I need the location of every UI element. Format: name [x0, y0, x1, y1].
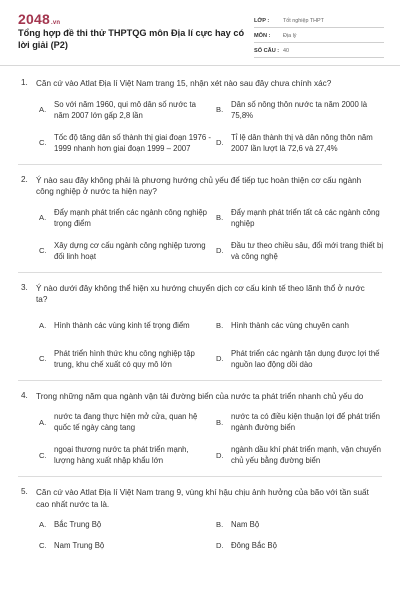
option-text: So với năm 1960, qui mô dân số nước ta năm 2007 lớn gấp 2,8 lần: [54, 99, 197, 120]
option-d[interactable]: [213, 239, 388, 263]
option-letter: C.: [39, 354, 47, 363]
option-a[interactable]: [36, 518, 211, 530]
option-d[interactable]: [213, 539, 388, 551]
option-a[interactable]: [36, 206, 211, 230]
option-text: Nam Bộ: [231, 519, 260, 529]
option-d[interactable]: [213, 131, 388, 155]
option-letter: B.: [216, 417, 224, 427]
question-number: 2.: [21, 174, 28, 184]
question-text: Căn cứ vào Atlat Địa lí Việt Nam trang 9, vùng khí hậu chịu ảnh hưởng của bão với tần suất cao nhất nước ta là.: [36, 488, 369, 509]
divider: [18, 476, 382, 477]
option-text: Bắc Trung Bộ: [54, 519, 102, 529]
option-text: nước ta có điều kiện thuận lợi để phát triển ngành đường biển: [231, 412, 380, 432]
option-b[interactable]: [213, 206, 388, 230]
question-text: Ý nào sau đây không phải là phương hướng chủ yếu để tiếp tục hoàn thiện cơ cấu ngành công nghiệp ở nước ta hiện nay?: [36, 175, 362, 196]
question-2: [0, 175, 400, 263]
meta-value: Tốt nghiệp THPT: [283, 17, 324, 24]
option-text: Hình thành các vùng chuyên canh: [231, 321, 349, 330]
option-letter: C.: [39, 450, 47, 460]
option-text: Đẩy mạnh phát triển tất cả các ngành công nghiệp: [231, 207, 380, 228]
option-letter: A.: [39, 519, 47, 529]
question-4: [0, 391, 400, 468]
option-letter: D.: [216, 354, 224, 363]
option-text: Đầu tư theo chiều sâu, đổi mới trang thiết bị và công nghệ: [231, 240, 384, 261]
question-text: Trong những năm qua ngành vận tải đường biển của nước ta phát triển nhanh chủ yếu do: [36, 391, 364, 401]
option-letter: B.: [216, 321, 224, 330]
option-letter: C.: [39, 138, 47, 147]
meta-subject-row: [254, 29, 384, 43]
option-letter: C.: [39, 540, 47, 550]
divider: [18, 164, 382, 165]
option-b[interactable]: [213, 314, 388, 338]
option-letter: B.: [216, 105, 224, 114]
question-1: [0, 78, 400, 155]
option-letter: A.: [39, 417, 47, 427]
option-a[interactable]: [36, 98, 211, 122]
option-text: Hình thành các vùng kinh tế trọng điểm: [54, 321, 190, 330]
option-letter: D.: [216, 246, 224, 255]
option-c[interactable]: [36, 239, 211, 263]
option-text: ngoại thương nước ta phát triển mạnh, lượng hàng xuất nhập khẩu lớn: [54, 445, 189, 465]
option-letter: C.: [39, 246, 47, 255]
option-text: Phát triển hình thức khu công nghiệp tập trung, khu chế xuất có quy mô lớn: [54, 348, 195, 369]
option-text: nước ta đang thực hiện mở cửa, quan hệ quốc tế ngày càng tang: [54, 412, 198, 432]
question-list: [0, 78, 400, 560]
option-c[interactable]: [36, 539, 211, 551]
question-5: [0, 487, 400, 551]
answer-options: [36, 410, 381, 467]
question-text: Căn cứ vào Atlat Địa lí Việt Nam trang 15, nhận xét nào sau đây chưa chính xác?: [36, 79, 332, 88]
option-c[interactable]: [36, 443, 211, 467]
divider: [18, 380, 382, 381]
option-text: Đông Bắc Bộ: [231, 540, 277, 550]
option-letter: D.: [216, 138, 224, 147]
question-text: Ý nào dưới đây không thể hiện xu hướng chuyển dịch cơ cấu kinh tế theo lãnh thổ ở nước ta?: [36, 283, 365, 304]
option-text: ngành dầu khí phát triển mạnh, vận chuyển chủ yếu bằng đường biển: [231, 445, 381, 465]
answer-options: [36, 206, 384, 263]
option-text: Tỉ lệ dân thành thị và dân nông thôn năm 2007 lần lượt là 72,6 và 27,4%: [231, 132, 373, 153]
header: [0, 0, 400, 66]
option-c[interactable]: [36, 131, 211, 155]
answer-options: [36, 518, 374, 551]
option-letter: D.: [216, 450, 224, 460]
meta-info: [254, 14, 384, 59]
question-number: 1.: [21, 78, 28, 87]
option-letter: B.: [216, 213, 224, 222]
meta-value: Địa lý: [283, 32, 297, 39]
meta-count-row: [254, 44, 384, 58]
option-letter: A.: [39, 321, 47, 330]
question-number: 5.: [21, 487, 28, 496]
option-b[interactable]: [213, 518, 388, 530]
option-letter: D.: [216, 540, 224, 550]
option-text: Dân số nông thôn nước ta năm 2000 là 75,8%: [231, 99, 368, 120]
meta-label: SỐ CÂU :: [254, 47, 280, 54]
question-number: 3.: [21, 282, 28, 292]
logo-text: 2048: [18, 11, 50, 27]
answer-options: [36, 314, 380, 371]
option-d[interactable]: [213, 347, 388, 371]
option-text: Nam Trung Bộ: [54, 540, 105, 550]
option-text: Đẩy mạnh phát triển các ngành công nghiệp trọng điểm: [54, 207, 208, 228]
meta-label: LỚP :: [254, 17, 270, 24]
option-text: Phát triển các ngành tận dụng được lợi thế nguồn lao động dồi dào: [231, 348, 380, 369]
option-text: Xây dựng cơ cấu ngành công nghiệp tương đối linh hoạt: [54, 240, 206, 261]
option-letter: B.: [216, 519, 224, 529]
meta-label: MÔN :: [254, 32, 271, 39]
meta-value: 40: [283, 47, 289, 54]
question-3: [0, 283, 400, 371]
meta-class-row: [254, 14, 384, 28]
option-letter: A.: [39, 213, 47, 222]
option-a[interactable]: [36, 314, 211, 338]
site-logo[interactable]: [18, 11, 60, 27]
answer-options: [36, 98, 374, 155]
option-c[interactable]: [36, 347, 211, 371]
question-number: 4.: [21, 390, 28, 400]
option-b[interactable]: [213, 98, 388, 122]
option-d[interactable]: [213, 443, 388, 467]
page-title: Tổng hợp đề thi thử THPTQG môn Địa lí cực hay có lời giải (P2): [18, 28, 245, 50]
logo-suffix: .vn: [50, 20, 61, 26]
option-b[interactable]: [213, 410, 388, 434]
option-letter: A.: [39, 105, 47, 114]
option-a[interactable]: [36, 410, 211, 434]
divider: [18, 272, 382, 273]
option-text: Tốc độ tăng dân số thành thị giai đoạn 1976 - 1999 nhanh hơn giai đoạn 1999 – 2007: [54, 132, 211, 153]
